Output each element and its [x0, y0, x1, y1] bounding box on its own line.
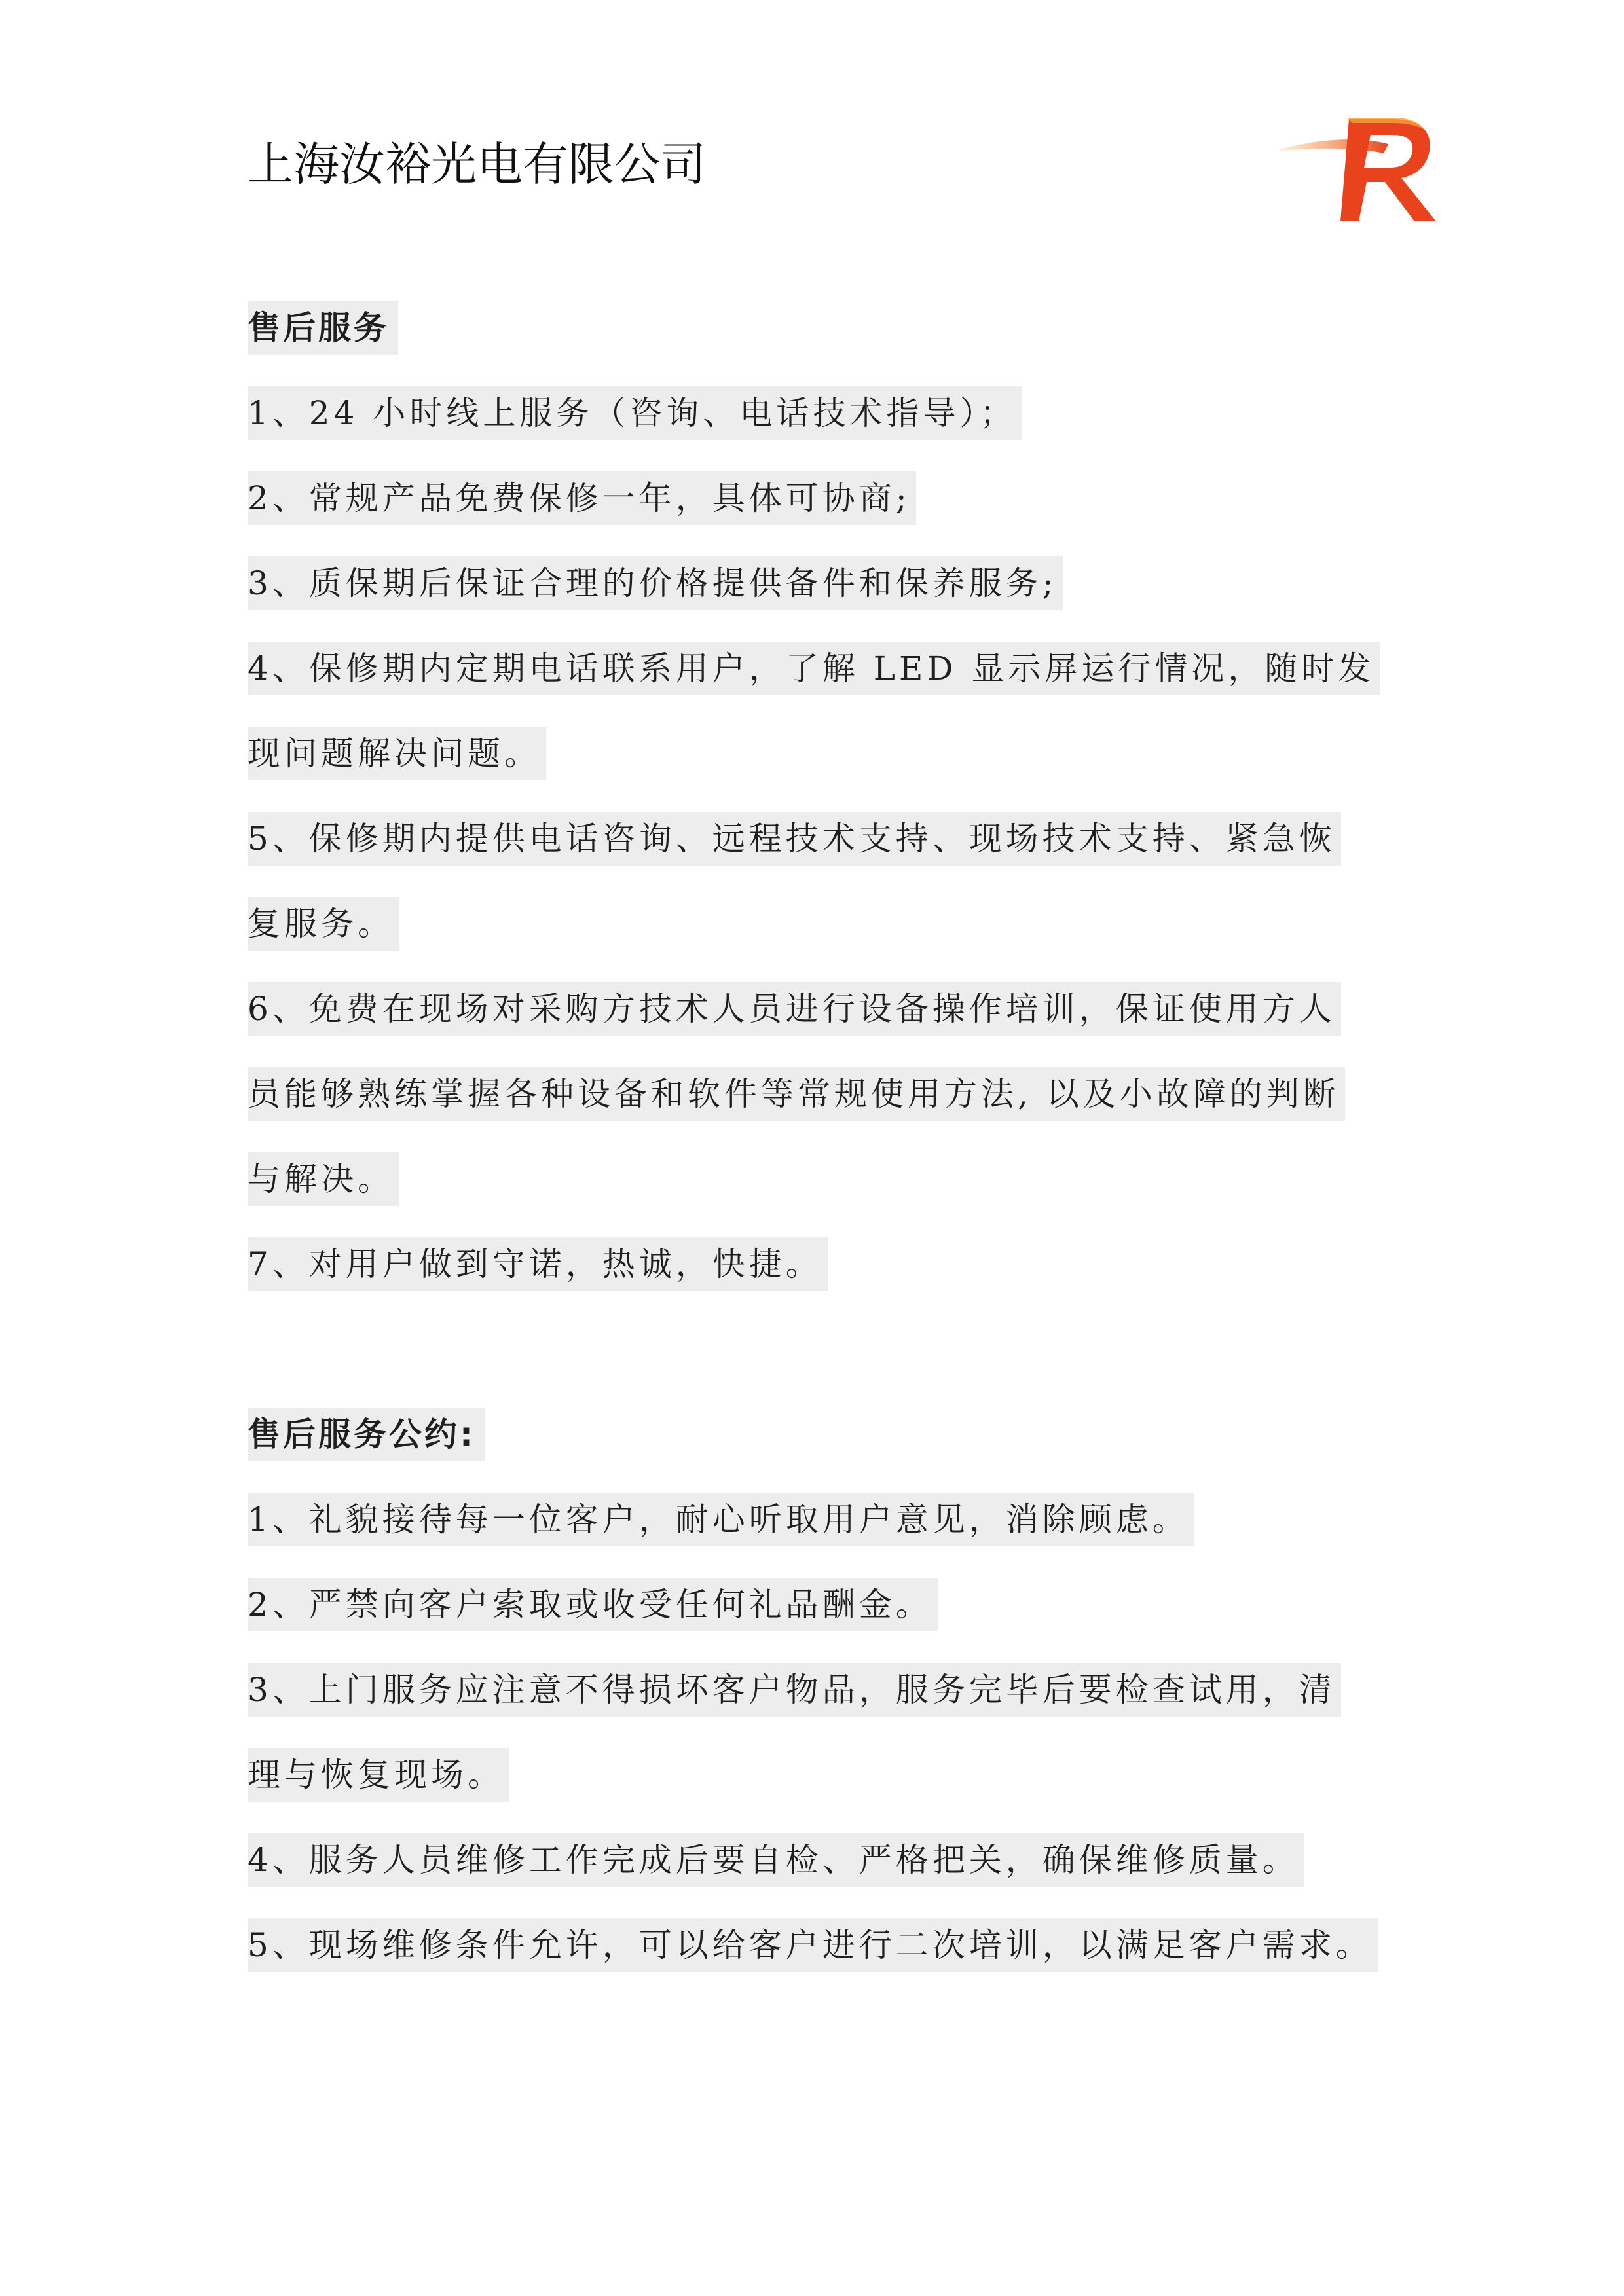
after-sales-heading: 售后服务 [248, 301, 398, 355]
after-sales-item: 1、24 小时线上服务（咨询、电话技术指导）； [248, 386, 1022, 440]
service-pledge-item: 4、服务人员维修工作完成后要自检、严格把关，确保维修质量。 [248, 1833, 1304, 1887]
service-pledge-section [248, 1408, 1420, 2003]
after-sales-section [248, 301, 1420, 1322]
after-sales-item: 现问题解决问题。 [248, 727, 546, 780]
service-pledge-item: 理与恢复现场。 [248, 1748, 509, 1802]
service-pledge-item: 3、上门服务应注意不得损坏客户物品，服务完毕后要检查试用，清 [248, 1663, 1341, 1717]
after-sales-item: 6、免费在现场对采购方技术人员进行设备操作培训，保证使用方人 [248, 982, 1341, 1036]
service-pledge-item: 2、严禁向客户索取或收受任何礼品酬金。 [248, 1578, 938, 1631]
company-name: 上海汝裕光电有限公司 [248, 137, 706, 191]
after-sales-item: 员能够熟练掌握各种设备和软件等常规使用方法, 以及小故障的判断 [248, 1067, 1345, 1121]
after-sales-item: 5、保修期内提供电话咨询、远程技术支持、现场技术支持、紧急恢 [248, 812, 1341, 866]
after-sales-item: 与解决。 [248, 1152, 399, 1206]
after-sales-item: 3、质保期后保证合理的价格提供备件和保养服务; [248, 556, 1063, 610]
after-sales-item: 2、常规产品免费保修一年，具体可协商; [248, 471, 916, 525]
after-sales-item: 4、保修期内定期电话联系用户，了解 LED 显示屏运行情况，随时发 [248, 642, 1380, 695]
service-pledge-heading: 售后服务公约: [248, 1408, 485, 1461]
r-logo-icon [1280, 105, 1441, 223]
service-pledge-item: 5、现场维修条件允许，可以给客户进行二次培训，以满足客户需求。 [248, 1918, 1378, 1972]
service-pledge-item: 1、礼貌接待每一位客户，耐心听取用户意见，消除顾虑。 [248, 1493, 1194, 1546]
after-sales-item: 7、对用户做到守诺，热诚，快捷。 [248, 1237, 828, 1291]
after-sales-item: 复服务。 [248, 897, 399, 951]
